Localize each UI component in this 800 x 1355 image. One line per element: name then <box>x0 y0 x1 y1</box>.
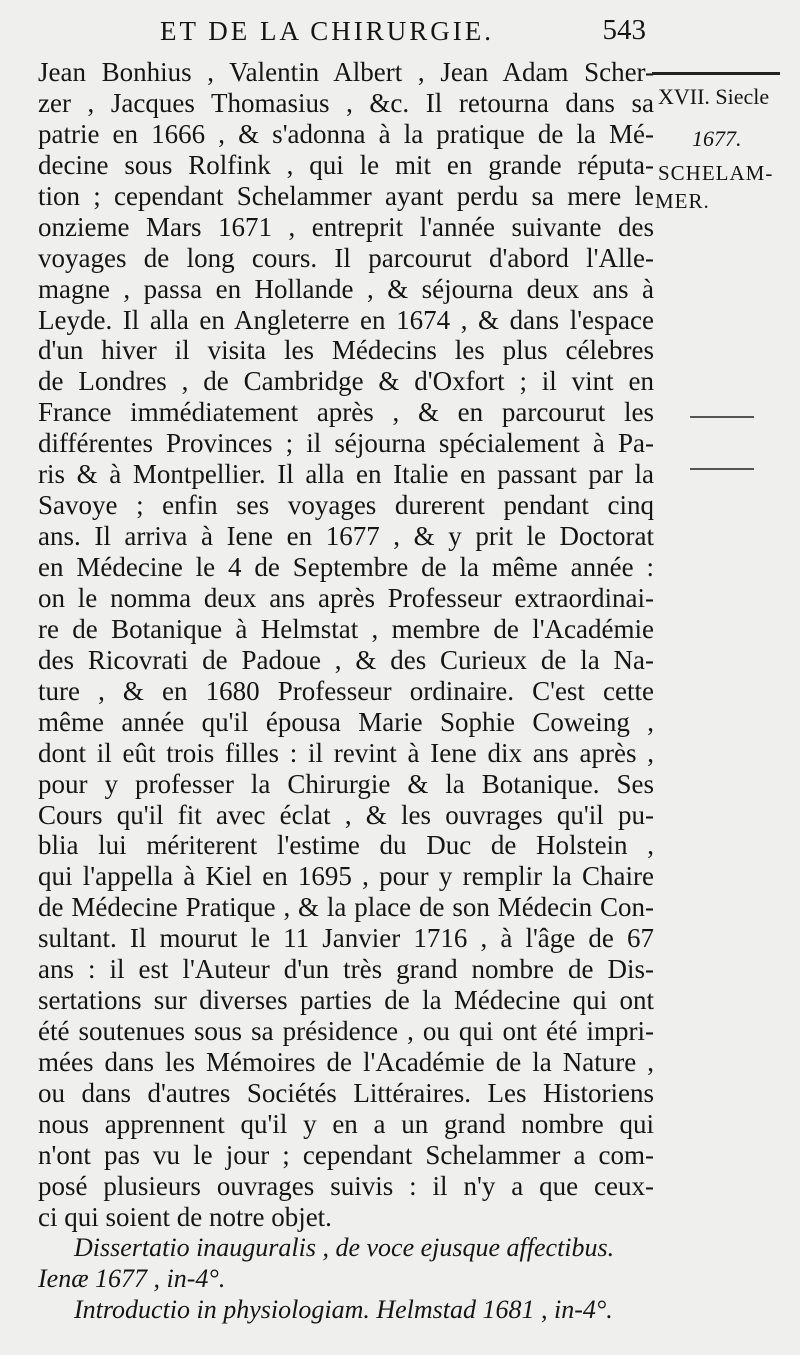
text-line: d'un hiver il visita les Médecins les plus célebres <box>38 335 654 366</box>
text-line: de Médecine Pratique , & la place de son Médecin Con- <box>38 892 654 923</box>
text-line: voyages de long cours. Il parcourut d'abord l'Alle- <box>38 242 654 273</box>
text-line: été soutenues sous sa présidence , ou qui ont été impri- <box>38 1016 654 1047</box>
text-line: ci qui soient de notre objet. <box>38 1201 332 1232</box>
margin-century: XVII. Siecle <box>658 84 770 109</box>
main-text <box>38 57 654 1325</box>
text-line: qui l'appella à Kiel en 1695 , pour y remplir la Chaire <box>38 861 654 892</box>
text-line: France immédiatement après , & en parcourut les <box>38 397 654 428</box>
text-line: ture , & en 1680 Professeur ordinaire. C'est cette <box>38 675 654 706</box>
text-line: sultant. Il mourut le 11 Janvier 1716 , à l'âge de 67 <box>38 923 654 954</box>
margin-name-continued: MER. <box>655 189 710 213</box>
text-line: ou dans d'autres Sociétés Littéraires. Les Historiens <box>38 1077 654 1108</box>
text-line: sertations sur diverses parties de la Médecine qui ont <box>38 985 654 1016</box>
text-line: re de Botanique à Helmstat , membre de l'Académie <box>38 613 654 644</box>
text-line: posé plusieurs ouvrages suivis : il n'y a que ceux- <box>38 1170 654 1201</box>
text-line: de Londres , de Cambridge & d'Oxfort ; il vint en <box>38 366 654 397</box>
text-line: ris & à Montpellier. Il alla en Italie en passant par la <box>38 459 654 490</box>
text-line: en Médecine le 4 de Septembre de la même année : <box>38 552 654 582</box>
margin-name: SCHELAM- <box>658 161 774 185</box>
text-line: ans : il est l'Auteur d'un très grand nombre de Dis- <box>38 954 654 985</box>
text-line: decine sous Rolfink , qui le mit en grande réputa- <box>38 149 654 180</box>
text-line: onzieme Mars 1671 , entreprit l'année suivante des <box>38 211 654 242</box>
text-line: n'ont pas vu le jour ; cependant Schelammer a com- <box>38 1139 654 1170</box>
margin-year: 1677. <box>692 126 742 151</box>
text-line: nous apprennent qu'il y en a un grand nombre qui <box>38 1108 654 1139</box>
text-line: on le nomma deux ans après Professeur extraordinai- <box>38 582 654 613</box>
text-line: magne , passa en Hollande , & séjourna deux ans à <box>38 273 654 304</box>
text-line: Cours qu'il fit avec éclat , & les ouvrages qu'il pu- <box>38 799 654 830</box>
margin-rule <box>652 72 780 75</box>
text-line: Leyde. Il alla en Angleterre en 1674 , & dans l'espace <box>38 304 654 335</box>
text-line: différentes Provinces ; il séjourna spécialement à Pa- <box>38 428 654 459</box>
page-number: 543 <box>602 14 646 46</box>
text-line: patrie en 1666 , & s'adonna à la pratique de la Mé- <box>38 118 654 149</box>
text-line: ans. Il arriva à Iene en 1677 , & y prit le Doctorat <box>38 521 654 552</box>
text-line: Savoye ; enfin ses voyages durerent pendant cinq <box>38 490 654 521</box>
bibliography-entry: Ienæ 1677 , in-4°. <box>38 1263 226 1293</box>
text-line: même année qu'il épousa Marie Sophie Coweing , <box>38 706 654 737</box>
text-line: dont il eût trois filles : il revint à Iene dix ans après , <box>38 737 654 768</box>
page-header <box>150 14 650 46</box>
text-line: zer , Jacques Thomasius , &c. Il retourna dans sa <box>38 87 654 118</box>
text-line: mées dans les Mémoires de l'Académie de la Nature , <box>38 1047 654 1077</box>
margin-dash <box>690 468 754 470</box>
text-line: Jean Bonhius , Valentin Albert , Jean Adam Scher- <box>38 57 654 87</box>
text-line: des Ricovrati de Padoue , & des Curieux de la Na- <box>38 644 654 675</box>
margin-dash <box>690 416 754 418</box>
running-head: ET DE LA CHIRURGIE. <box>160 16 494 46</box>
bibliography-entry: Dissertatio inauguralis , de voce ejusque affectibus. <box>74 1232 615 1262</box>
bibliography-entry: Introductio in physiologiam. Helmstad 1681 , in-4°. <box>74 1294 613 1324</box>
text-line: blia lui mériterent l'estime du Duc de Holstein , <box>38 830 654 861</box>
text-line: tion ; cependant Schelammer ayant perdu sa mere le <box>38 180 654 211</box>
text-line: pour y professer la Chirurgie & la Botanique. Ses <box>38 768 654 799</box>
